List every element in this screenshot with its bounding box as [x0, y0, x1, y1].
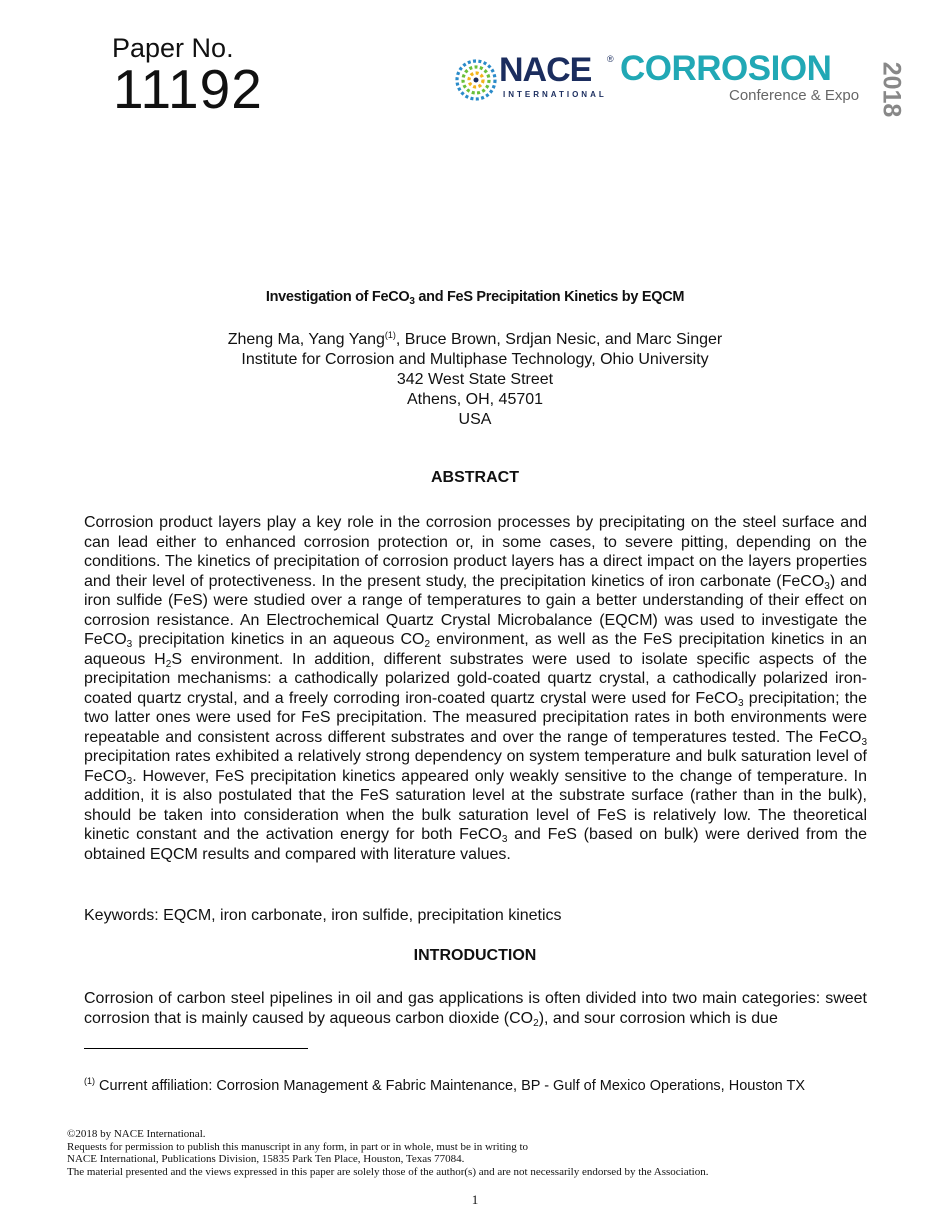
disclaimer-line: The material presented and the views expressed in this paper are solely those of the author(s) and are not necessarily endorsed by the Association. — [67, 1165, 709, 1178]
abstract-heading: ABSTRACT — [431, 469, 519, 486]
author-block — [0, 330, 950, 430]
conference-year: 2018 — [877, 61, 906, 118]
nace-globe-icon — [453, 57, 499, 103]
address-line: NACE International, Publications Division, 15835 Park Ten Place, Houston, Texas 77084. — [67, 1153, 465, 1165]
author-street: 342 West State Street — [396, 371, 554, 388]
conference-subtitle: Conference & Expo — [729, 87, 860, 104]
nace-wordmark: NACE — [499, 51, 592, 89]
corrosion-wordmark: CORROSION — [620, 49, 832, 88]
paper-number: 11192 — [113, 58, 263, 120]
nace-corrosion-logo — [453, 49, 906, 118]
author-names: Zheng Ma, Yang Yang$^{(1)}$, Bruce Brown, Srdjan Nesic, and Marc Singer — [227, 330, 723, 348]
introduction-paragraph: Corrosion of carbon steel pipelines in oil and gas applications is often divided into two main categories: sweet corrosion that is mainly caused by aqueous carbon dioxide $(CO_2)$, and sour corrosion which is due — [84, 990, 867, 1029]
copyright-notice — [67, 1128, 887, 1178]
footnote: $^{(1)}$ Current affiliation: Corrosion Management & Fabric Maintenance, BP - Gulf of Mexico Operations, Houston TX — [84, 1076, 806, 1094]
page-number: 1 — [471, 1192, 479, 1207]
permission-line: Requests for permission to publish this manuscript in any form, in part or in whole, must be in writing to — [67, 1140, 529, 1153]
author-institute: Institute for Corrosion and Multiphase Technology, Ohio University — [241, 351, 709, 368]
nace-subtitle: INTERNATIONAL — [503, 90, 607, 99]
registered-mark: ® — [607, 54, 614, 64]
paper-label: Paper No. — [112, 33, 234, 63]
author-country: USA — [458, 411, 492, 428]
abstract-paragraph: Corrosion product layers play a key role in the corrosion processes by precipitating on the steel surface and can lead either to enhanced corrosion protection or, in some cases, to severe pitting, depending on the conditions. The kinetics of precipitation of corrosion product layers has a direct impact on the layers properties and their level of protectiveness. In the present study, the precipitation kinetics of iron carbonate (FeCO$_3$) and iron sulfide (FeS) were studied over a range of temperatures to gain a better understanding of their effect on corrosion resistance. An Electrochemical Quartz Crystal Microbalance (EQCM) was used to investigate the FeCO$_3$ precipitation kinetics in an aqueous $CO_2$ environment, as well as the FeS precipitation kinetics in an aqueous $H_2S$ environment. In addition, different substrates were used to isolate specific aspects of the precipitation mechanisms: a cathodically polarized gold-coated quartz crystal, a cathodically polarized iron-coated quartz crystal, and a freely corroding iron-coated quartz crystal were used for FeCO$_3$ precipitation; the two latter ones were used for FeS precipitation. The measured precipitation rates in both environments were repeatable and consistent across different substrates and over the range of temperatures tested. The FeCO$_3$ precipitation rates exhibited a relatively strong dependency on system temperature and bulk saturation level of FeCO$_3$. However, FeS precipitation kinetics appeared only weakly sensitive to the change of temperature. In addition, it is also postulated that the FeS saturation level at the substrate surface (rather than in the bulk), should be taken into consideration when the bulk saturation level of FeS is relatively low. The theoretical kinetic constant and the activation energy for both FeCO$_3$ and FeS (based on bulk) were derived from the obtained EQCM results and compared with literature values. — [84, 514, 868, 863]
paper-title: Investigation of FeCO$_3$ and FeS Precipitation Kinetics by EQCM — [265, 289, 685, 307]
copyright-line: ©2018 by NACE International. — [67, 1128, 206, 1140]
footnote-divider — [84, 1048, 308, 1049]
author-city: Athens, OH, 45701 — [406, 391, 544, 408]
keywords-line: Keywords: EQCM, iron carbonate, iron sulfide, precipitation kinetics — [84, 907, 562, 924]
introduction-heading: INTRODUCTION — [413, 947, 537, 964]
